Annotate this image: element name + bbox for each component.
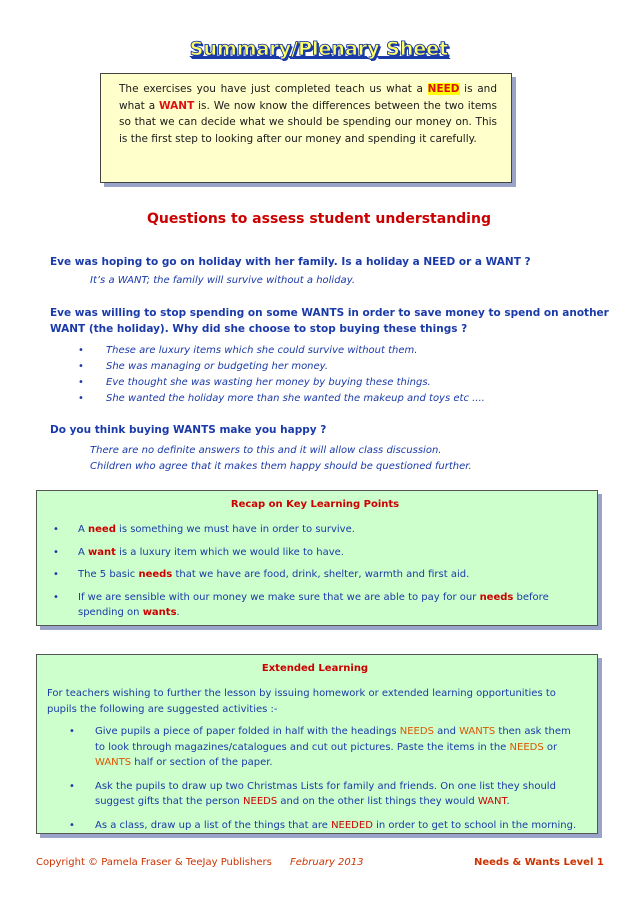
- list-item: • Eve thought she was wasting her money by buying these things.: [76, 375, 485, 391]
- extended-title: Extended Learning: [261, 663, 369, 674]
- extended-box: [36, 654, 598, 834]
- question-3: Do you think buying WANTS make you happy ?: [50, 424, 327, 436]
- intro-text: is. We now know the differences between the two items so that we can decide what we should be spending our money on. This is the first step to looking after our money and spending it carefully.: [119, 99, 497, 145]
- question-2: Eve was willing to stop spending on some WANTS in order to save money to spend on another WANT (the holiday). Why did she choose to stop buying these things ?: [50, 307, 609, 335]
- list-item: • She was managing or budgeting her money.: [76, 359, 485, 375]
- questions-heading: Questions to assess student understanding: [147, 211, 491, 227]
- list-item: • She wanted the holiday more than she wanted the makeup and toys etc ....: [76, 391, 485, 407]
- list-item: • If we are sensible with our money we make sure that we are able to pay for our needs before spending on wants.: [45, 590, 585, 621]
- need-keyword: NEED: [427, 83, 460, 95]
- answer-2-list: [76, 343, 485, 407]
- extended-intro: For teachers wishing to further the lesson by issuing homework or extended learning opportunities to pupils the following are suggested activities :-: [47, 688, 556, 715]
- extended-list: [47, 724, 583, 833]
- list-item: • These are luxury items which she could survive without them.: [76, 343, 485, 359]
- answer-1: It’s a WANT; the family will survive without a holiday.: [90, 275, 356, 286]
- footer-copyright: Copyright © Pamela Fraser & TeeJay Publishers: [36, 857, 272, 868]
- page-title: Summary/Plenary Sheet: [189, 38, 449, 60]
- want-keyword: WANT: [159, 99, 195, 112]
- footer-date: February 2013: [290, 857, 364, 868]
- intro-text: The exercises you have just completed teach us what a: [119, 83, 428, 95]
- intro-text: is and what a: [119, 83, 497, 112]
- list-item: • A need is something we must have in order to survive.: [45, 522, 585, 538]
- list-item: • As a class, draw up a list of the things that are NEEDED in order to get to school in the morning.: [47, 818, 583, 834]
- list-item: • Ask the pupils to draw up two Christmas Lists for family and friends. On one list they should suggest gifts that the person NEEDS and on the other list things they would WANT.: [47, 779, 583, 810]
- intro-box: [100, 73, 512, 183]
- list-item: • The 5 basic needs that we have are food, drink, shelter, warmth and first aid.: [45, 567, 585, 583]
- recap-title: Recap on Key Learning Points: [230, 499, 400, 510]
- list-item: • Give pupils a piece of paper folded in half with the headings NEEDS and WANTS then ask them to look through magazines/catalogues and cut out pictures. Paste the items in the NEEDS or WANTS half or section of the paper.: [47, 724, 583, 771]
- list-item: • A want is a luxury item which we would like to have.: [45, 545, 585, 561]
- recap-box: [36, 490, 598, 626]
- question-1: Eve was hoping to go on holiday with her family. Is a holiday a NEED or a WANT ?: [50, 256, 531, 268]
- answer-3b: Children who agree that it makes them happy should be questioned further.: [90, 461, 472, 472]
- recap-list: [45, 522, 585, 621]
- footer-level: Needs & Wants Level 1: [474, 857, 604, 868]
- answer-3a: There are no definite answers to this and it will allow class discussion.: [90, 445, 442, 456]
